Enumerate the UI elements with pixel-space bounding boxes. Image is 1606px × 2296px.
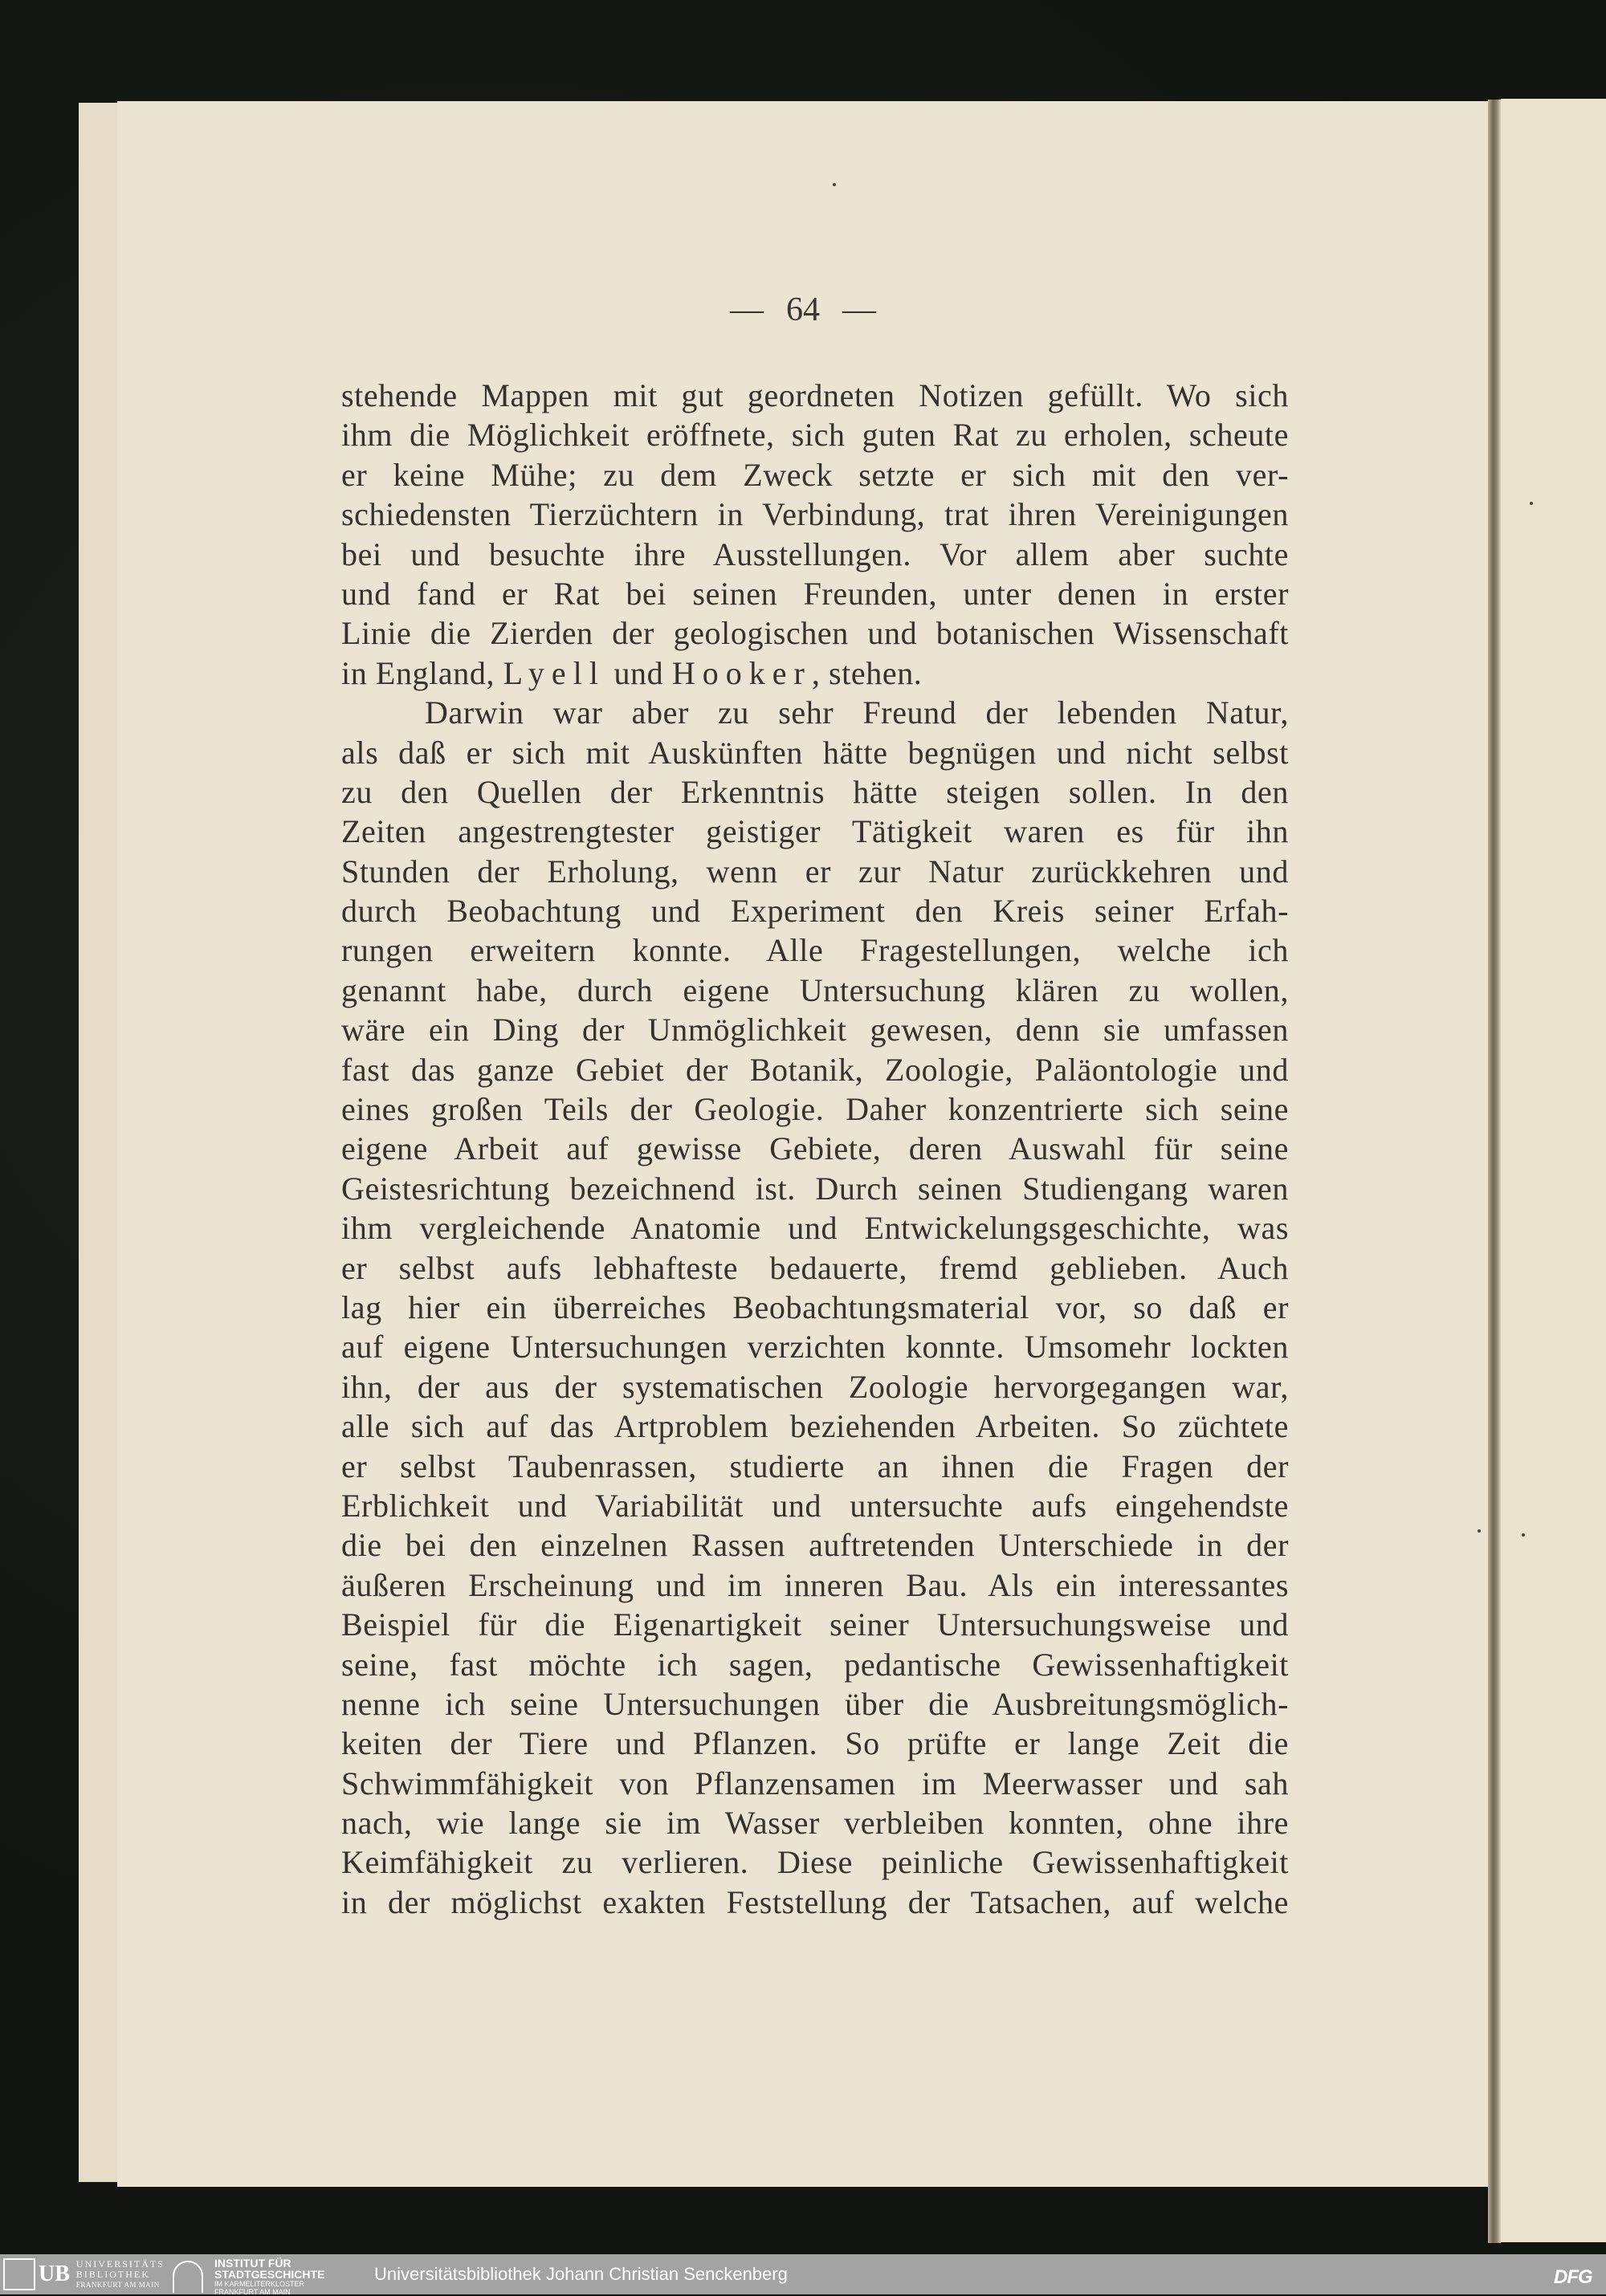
text-line: Beispiel für die Eigenartigkeit seiner Untersuchungsweise und bbox=[341, 1606, 1289, 1643]
text-line: zu den Quellen der Erkenntnis hätte steigen sollen. In den bbox=[341, 773, 1289, 810]
ub-logo[interactable] bbox=[3, 2257, 165, 2291]
text-line: ihn, der aus der systematischen Zoologie hervorgegangen war, bbox=[341, 1368, 1289, 1405]
text-line: nenne ich seine Untersuchungen über die Ausbreitungsmöglich- bbox=[341, 1685, 1289, 1722]
text-line-paragraph-end bbox=[341, 653, 1289, 693]
ub-line: BIBLIOTHEK bbox=[75, 2268, 150, 2280]
text-line: Keimfähigkeit zu verlieren. Diese peinliche Gewissenhaftigkeit bbox=[341, 1844, 1289, 1881]
text-line: rungen erweitern konnte. Alle Fragestellungen, welche ich bbox=[341, 932, 1289, 969]
text-line: genannt habe, durch eigene Untersuchung klären zu wollen, bbox=[341, 971, 1289, 1008]
text-line: wäre ein Ding der Unmöglichkeit gewesen, denn sie umfassen bbox=[341, 1012, 1289, 1048]
dash: — bbox=[842, 291, 876, 328]
text-line: ihm vergleichende Anatomie und Entwickelungsgeschichte, was bbox=[341, 1210, 1289, 1247]
text-line: alle sich auf das Artproblem beziehenden Arbeiten. So züchtete bbox=[341, 1408, 1289, 1445]
text-line: keiten der Tiere und Pflanzen. So prüfte er lange Zeit die bbox=[341, 1725, 1289, 1762]
name-lyell: Lyell bbox=[503, 654, 605, 691]
page-number-value: 64 bbox=[786, 291, 820, 328]
text-line: durch Beobachtung und Experiment den Kreis seiner Erfah- bbox=[341, 893, 1289, 930]
text-line: Erblichkeit und Variabilität und untersuchte aufs eingehendste bbox=[341, 1487, 1289, 1524]
text-line: lag hier ein überreiches Beobachtungsmaterial vor, so daß er bbox=[341, 1288, 1289, 1325]
isg-line: INSTITUT FÜR bbox=[214, 2257, 291, 2270]
ub-line: UNIVERSITÄTS bbox=[75, 2257, 165, 2270]
text-line: seine, fast möchte ich sagen, pedantische Gewissenhaftigkeit bbox=[341, 1646, 1289, 1683]
body-text bbox=[341, 376, 1289, 1922]
paper-speck bbox=[1530, 502, 1533, 505]
text-line: in der möglichst exakten Feststellung der Tatsachen, auf welche bbox=[341, 1883, 1289, 1920]
text-line: Linie die Zierden der geologischen und botanischen Wissenschaft bbox=[341, 615, 1289, 652]
ub-logo-text bbox=[76, 2259, 165, 2290]
book-gutter bbox=[1488, 100, 1501, 2243]
name-hooker: Hooker bbox=[671, 654, 812, 691]
page-number bbox=[0, 291, 1606, 329]
text-line: Geistesrichtung bezeichnend ist. Durch seinen Studiengang waren bbox=[341, 1170, 1289, 1207]
text-line: äußeren Erscheinung und im inneren Bau. Als ein interessantes bbox=[341, 1566, 1289, 1603]
text-line: und fand er Rat bei seinen Freunden, unter denen in erster bbox=[341, 575, 1289, 612]
text-segment: in England, bbox=[341, 654, 503, 691]
senckenberg-portrait-icon bbox=[3, 2258, 35, 2290]
library-name: Universitätsbibliothek Johann Christian Senckenberg bbox=[374, 2264, 788, 2284]
text-line: schiedensten Tierzüchtern in Verbindung, trat ihren Vereinigungen bbox=[341, 496, 1289, 533]
text-line: er selbst Taubenrassen, studierte an ihnen die Fragen der bbox=[341, 1447, 1289, 1484]
ub-mark: UB bbox=[39, 2261, 70, 2286]
text-line: nach, wie lange sie im Wasser verbleiben konnten, ohne ihre bbox=[341, 1805, 1289, 1842]
facing-page-edge bbox=[1501, 99, 1606, 2242]
text-segment: , stehen. bbox=[811, 654, 923, 691]
text-line: er selbst aufs lebhafteste bedauerte, fremd geblieben. Auch bbox=[341, 1249, 1289, 1286]
isg-line: FRANKFURT AM MAIN bbox=[214, 2288, 291, 2296]
text-line: bei und besuchte ihre Ausstellungen. Vor allem aber suchte bbox=[341, 535, 1289, 572]
paper-speck bbox=[1522, 1533, 1525, 1537]
isg-logo-text bbox=[214, 2257, 324, 2296]
footer-bar bbox=[0, 2254, 1606, 2294]
paper-speck bbox=[833, 183, 836, 186]
text-line-paragraph-start: Darwin war aber zu sehr Freund der lebenden Natur, bbox=[425, 694, 1289, 731]
text-line: stehende Mappen mit gut geordneten Notizen gefüllt. Wo sich bbox=[341, 377, 1289, 413]
text-line: eigene Arbeit auf gewisse Gebiete, deren Auswahl für seine bbox=[341, 1130, 1289, 1167]
text-line: er keine Mühe; zu dem Zweck setzte er sich mit den ver- bbox=[341, 456, 1289, 493]
text-line: fast das ganze Gebiet der Botanik, Zoologie, Paläontologie und bbox=[341, 1051, 1289, 1088]
text-line: Schwimmfähigkeit von Pflanzensamen im Meerwasser und sah bbox=[341, 1765, 1289, 1801]
text-line: Zeiten angestrengtester geistiger Tätigkeit waren es für ihn bbox=[341, 813, 1289, 850]
isg-line: STADTGESCHICHTE bbox=[214, 2268, 325, 2281]
arch-icon bbox=[173, 2261, 203, 2293]
text-line: ihm die Möglichkeit eröffnete, sich guten Rat zu erholen, scheute bbox=[341, 417, 1289, 454]
paper-speck bbox=[1478, 1529, 1481, 1533]
text-line: die bei den einzelnen Rassen auftretenden Unterschiede in der bbox=[341, 1527, 1289, 1564]
text-line: Stunden der Erholung, wenn er zur Natur zurückkehren und bbox=[341, 853, 1289, 889]
text-segment: und bbox=[605, 654, 672, 691]
text-line: als daß er sich mit Auskünften hätte begnügen und nicht selbst bbox=[341, 734, 1289, 771]
isg-line: IM KARMELITERKLOSTER bbox=[214, 2280, 305, 2288]
dfg-logo[interactable]: DFG bbox=[1554, 2266, 1592, 2288]
isg-logo[interactable] bbox=[173, 2257, 324, 2296]
text-line: eines großen Teils der Geologie. Daher konzentrierte sich seine bbox=[341, 1091, 1289, 1128]
text-line: auf eigene Untersuchungen verzichten konnte. Umsomehr lockten bbox=[341, 1329, 1289, 1366]
dash: — bbox=[730, 291, 764, 328]
ub-line: FRANKFURT AM MAIN bbox=[75, 2280, 160, 2289]
